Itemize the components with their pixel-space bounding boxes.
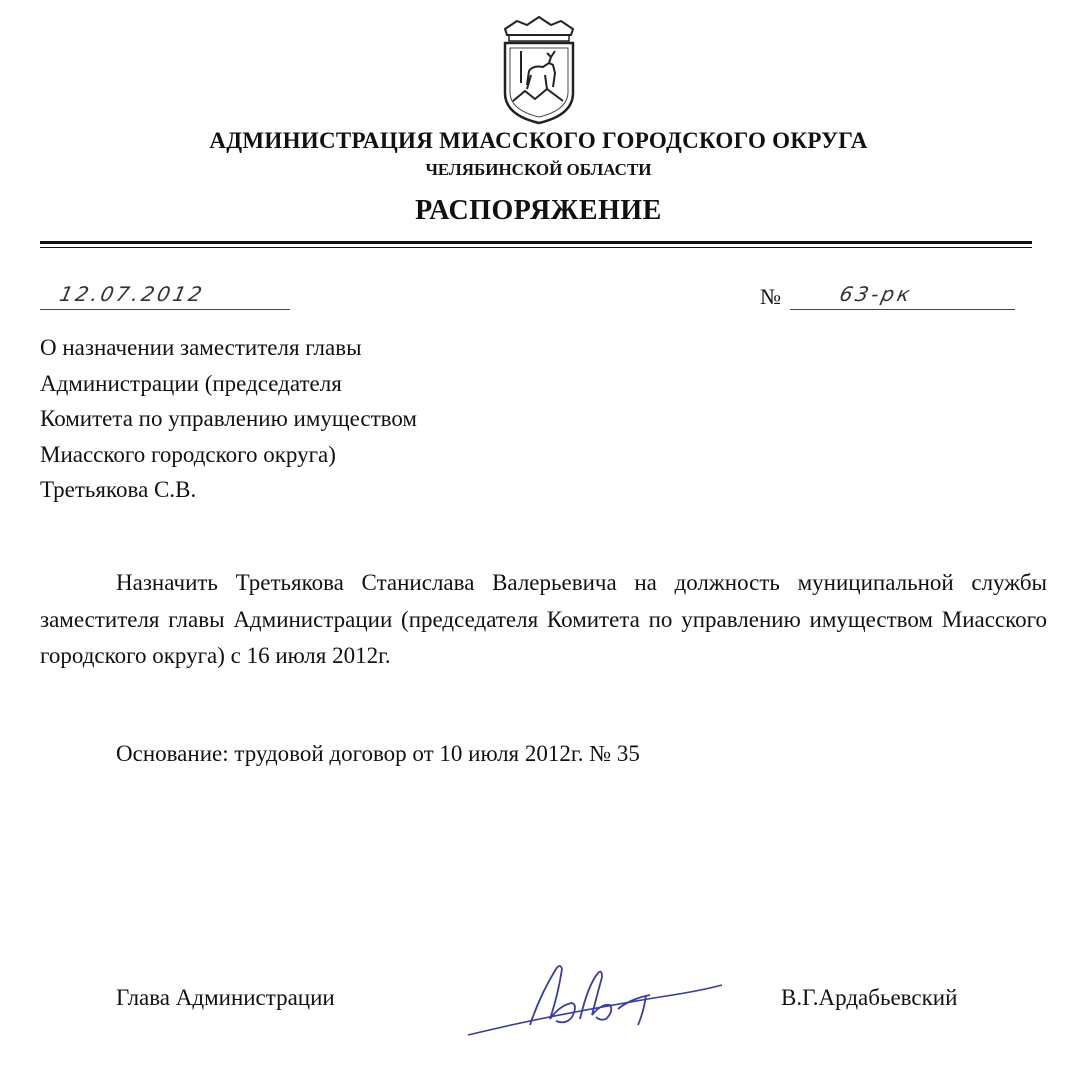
signatory-name: В.Г.Ардабьевский: [781, 985, 958, 1010]
handwritten-signature: [460, 955, 730, 1045]
document-number: 63-рк: [837, 282, 916, 306]
header-divider-thick: [40, 241, 1032, 244]
organization-title: АДМИНИСТРАЦИЯ МИАССКОГО ГОРОДСКОГО ОКРУГА: [209, 128, 868, 153]
number-underline: [790, 309, 1015, 310]
document-subject: [40, 330, 560, 508]
document-type-heading: РАСПОРЯЖЕНИЕ: [415, 195, 662, 226]
basis-line: Основание: трудовой договор от 10 июля 2012г. № 35: [116, 741, 640, 766]
subject-line: Администрации (председателя: [40, 370, 342, 396]
coat-of-arms-emblem: [497, 15, 581, 127]
subject-line: О назначении заместителя главы: [40, 335, 362, 360]
header-divider-thin: [40, 247, 1032, 248]
order-paragraph: Назначить Третьякова Станислава Валерьевича на должность муниципальной службы заместителя главы Администрации (председателя Комитета по управлению имуществом Миасского городского округа) с 16 июля 2012г.: [40, 570, 1047, 668]
region-subtitle: ЧЕЛЯБИНСКОЙ ОБЛАСТИ: [425, 160, 652, 179]
subject-line: Третьякова С.В.: [40, 477, 197, 502]
signatory-position: Глава Администрации: [116, 985, 335, 1010]
subject-line: Комитета по управлению имуществом: [40, 406, 417, 431]
number-sign: №: [760, 284, 781, 309]
document-date: 12.07.2012: [57, 282, 208, 306]
date-underline: [40, 309, 290, 310]
subject-line: Миасского городского округа): [40, 441, 336, 467]
